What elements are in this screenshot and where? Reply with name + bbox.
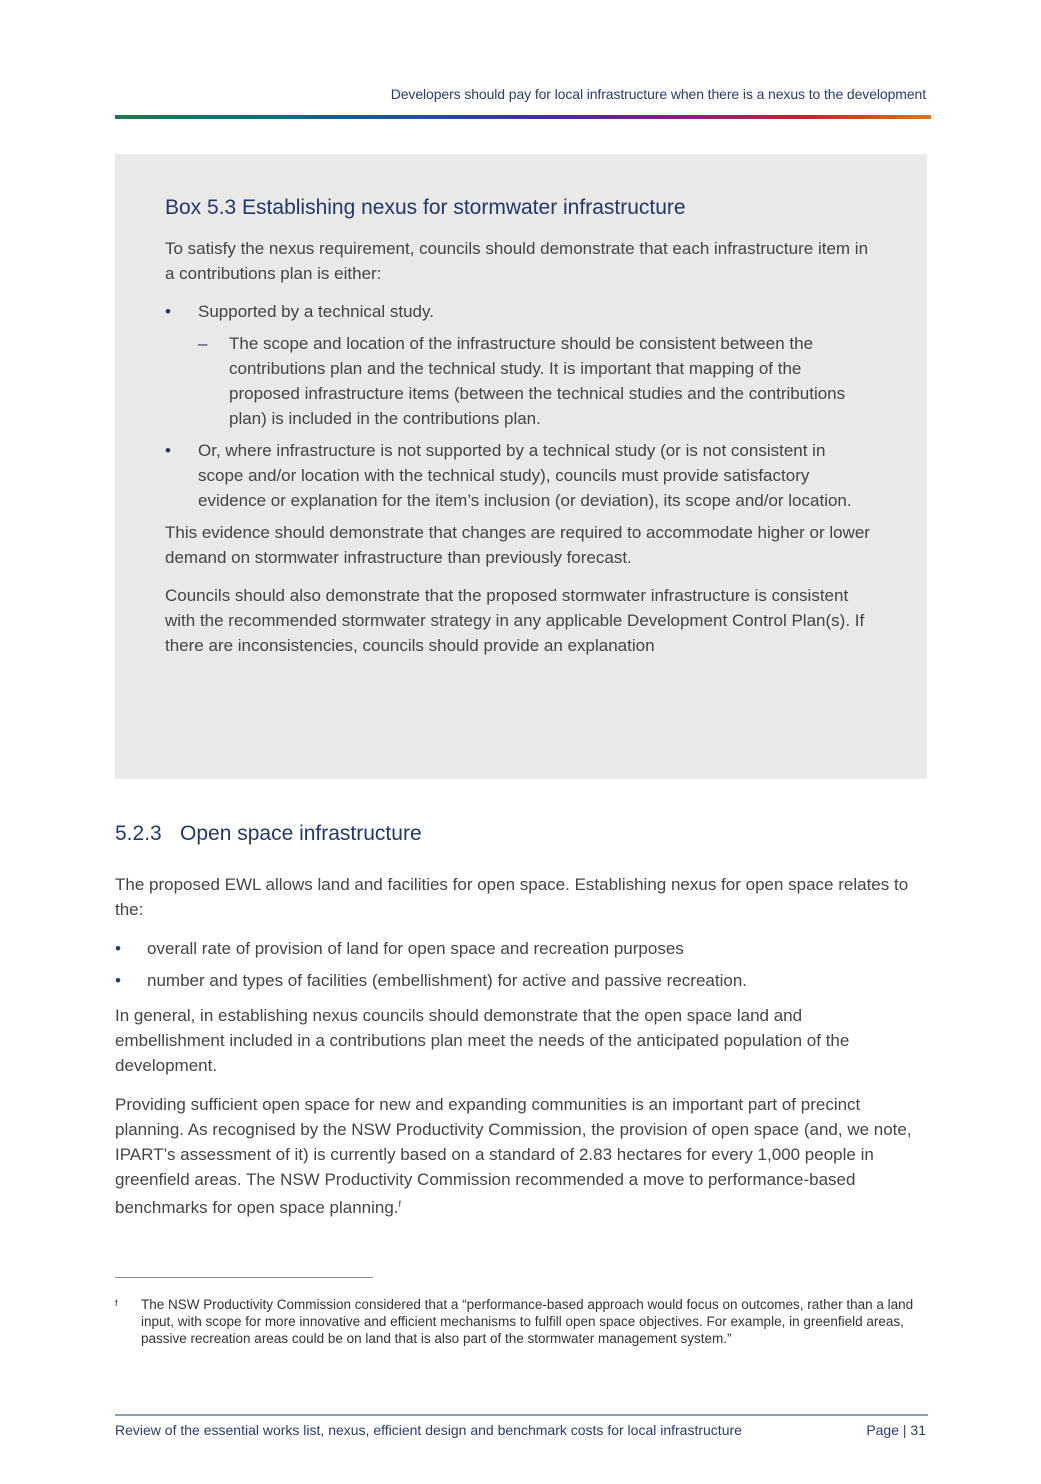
- section-bullet-list: [115, 936, 915, 993]
- section-paragraph: [115, 1092, 915, 1220]
- box-paragraph: This evidence should demonstrate that changes are required to accommodate higher or lower demand on stormwater infrastructure than previously forecast.: [165, 523, 870, 567]
- footnote-mark: f: [115, 1298, 118, 1308]
- footnote: [115, 1296, 930, 1347]
- footer-page-number: Page | 31: [866, 1422, 926, 1438]
- section-bullet-item: • overall rate of provision of land for open space and recreation purposes: [115, 936, 915, 961]
- section-intro: The proposed EWL allows land and facilities for open space. Establishing nexus for open space relates to the:: [115, 875, 909, 919]
- section-number: 5.2.3: [115, 822, 162, 845]
- section-paragraph: In general, in establishing nexus councils should demonstrate that the open space land and embellishment included in a contributions plan meet the needs of the anticipated population of the development.: [115, 1006, 850, 1075]
- box-sub-list: [198, 331, 875, 431]
- footnote-text: The NSW Productivity Commission considered that a “performance-based approach would focus on outcomes, rather than a land input, with scope for more innovative and efficient mechanisms to fulfill open space objectives. For example, in greenfield areas, passive recreation areas could be on land that is also part of the stormwater management system.”: [141, 1297, 914, 1346]
- running-header: Developers should pay for local infrastructure when there is a nexus to the development: [390, 86, 926, 102]
- header-rule: [115, 115, 931, 119]
- section-heading: [115, 822, 422, 846]
- section-bullet-item: • number and types of facilities (embellishment) for active and passive recreation.: [115, 968, 915, 993]
- box-5-3: [115, 154, 927, 779]
- box-bullet-list: [165, 299, 875, 513]
- section-paragraph-text: Providing sufficient open space for new and expanding communities is an important part of precinct planning. As recognised by the NSW Productivity Commission, the provision of open space (and, we note, IPART’s assessment of it) is currently based on a standard of 2.83 hectares for every 1,000 people in greenfield areas. The NSW Productivity Commission recommended a move to performance-based benchmarks for open space planning.: [115, 1095, 912, 1217]
- section-title: Open space infrastructure: [180, 822, 422, 845]
- box-bullet-item: [165, 299, 875, 431]
- box-bullet-text: Supported by a technical study.: [198, 302, 434, 321]
- box-title: Box 5.3 Establishing nexus for stormwater infrastructure: [165, 196, 686, 219]
- footnote-reference[interactable]: f: [398, 1199, 402, 1209]
- footer-rule: [115, 1414, 928, 1416]
- box-paragraph: Councils should also demonstrate that the proposed stormwater infrastructure is consistent with the recommended stormwater strategy in any applicable Development Control Plan(s). If there are inconsistencies, councils should provide an explanation: [165, 586, 865, 655]
- box-intro: To satisfy the nexus requirement, councils should demonstrate that each infrastructure item in a contributions plan is either:: [165, 239, 869, 283]
- footer-document-title: Review of the essential works list, nexus, efficient design and benchmark costs for local infrastructure: [115, 1422, 742, 1438]
- box-bullet-item: • Or, where infrastructure is not supported by a technical study (or is not consistent in scope and/or location with the technical study), councils must provide satisfactory evidence or explanation for the item’s inclusion (or deviation), its scope and/or location.: [165, 438, 875, 513]
- footnote-separator: [115, 1277, 373, 1278]
- section-body: [115, 872, 915, 1234]
- box-sub-bullet: – The scope and location of the infrastructure should be consistent between the contributions plan and the technical study. It is important that mapping of the proposed infrastructure items (between the technical studies and the contributions plan) is included in the contributions plan.: [198, 331, 875, 431]
